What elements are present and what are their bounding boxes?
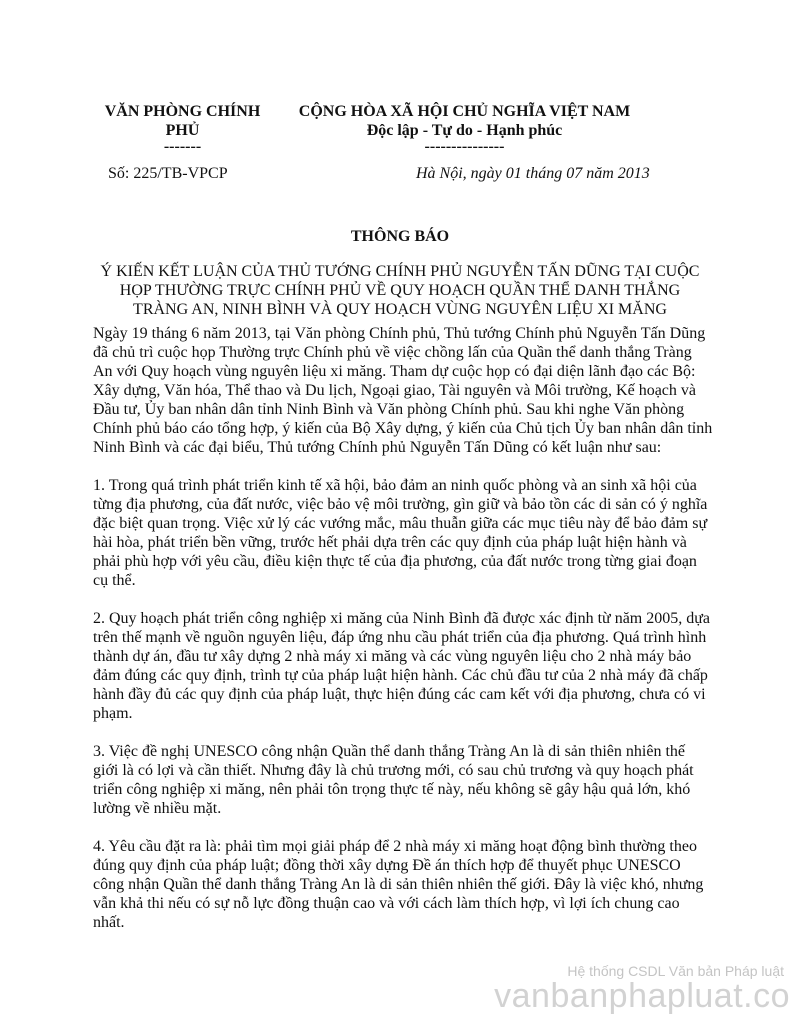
agency-name-line1: VĂN PHÒNG CHÍNH: [104, 103, 261, 120]
nation-separator: ---------------: [424, 138, 505, 155]
paragraph-4: 4. Yêu cầu đặt ra là: phải tìm mọi giải pháp để 2 nhà máy xi măng hoạt động bình thường theo đúng quy định của pháp luật; đồng thời xây dựng Đề án thích hợp để thuyết phục UNESCO công nhận Quần thể danh thắng Tràng An là di sản thiên nhiên thế giới. Đây là việc khó, nhưng vẫn khả thi nếu có sự nỗ lực đồng thuận cao và với cách làm thích hợp, vì lợi ích chung cao nhất.: [93, 838, 704, 931]
document-body: [93, 324, 713, 951]
agency-name-line2: PHỦ: [165, 122, 200, 139]
nation-name: CỘNG HÒA XÃ HỘI CHỦ NGHĨA VIỆT NAM: [298, 103, 631, 120]
place-date: Hà Nội, ngày 01 tháng 07 năm 2013: [416, 165, 650, 182]
document-title: THÔNG BÁO: [350, 228, 450, 245]
national-motto: [292, 102, 637, 153]
watermark-site: vanbanphapluat.co: [494, 977, 790, 1015]
document-number: Số: 225/TB-VPCP: [108, 165, 228, 182]
paragraph-intro: Ngày 19 tháng 6 năm 2013, tại Văn phòng Chính phủ, Thủ tướng Chính phủ Nguyễn Tấn Dũng đã chủ trì cuộc họp Thường trực Chính phủ về việc chồng lấn của Quần thể danh thắng Tràng An với Quy hoạch vùng nguyên liệu xi măng. Tham dự cuộc họp có đại diện lãnh đạo các Bộ: Xây dựng, Văn hóa, Thể thao và Du lịch, Ngoại giao, Tài nguyên và Môi trường, Kế hoạch và Đầu tư, Ủy ban nhân dân tỉnh Ninh Bình và Văn phòng Chính phủ. Sau khi nghe Văn phòng Chính phủ báo cáo tổng hợp, ý kiến của Bộ Xây dựng, ý kiến của Chủ tịch Ủy ban nhân dân tỉnh Ninh Bình và các đại biểu, Thủ tướng Chính phủ Nguyễn Tấn Dũng có kết luận như sau:: [93, 325, 713, 456]
watermark-caption: Hệ thống CSDL Văn bản Pháp luật: [567, 963, 784, 979]
nation-motto: Độc lập - Tự do - Hạnh phúc: [366, 122, 563, 139]
paragraph-1: 1. Trong quá trình phát triển kinh tế xã hội, bảo đảm an ninh quốc phòng và an sinh xã hội của từng địa phương, của đất nước, việc bảo vệ môi trường, gìn giữ và bảo tồn các di sản có ý nghĩa đặc biệt quan trọng. Việc xử lý các vướng mắc, mâu thuẫn giữa các mục tiêu này để bảo đảm sự hài hòa, phát triển bền vững, trước hết phải dựa trên các quy định của pháp luật hiện hành và phải phù hợp với yêu cầu, điều kiện thực tế của địa phương, của đất nước trong từng giai đoạn cụ thể.: [93, 477, 708, 589]
issuing-agency: [90, 102, 275, 153]
paragraph-3: 3. Việc đề nghị UNESCO công nhận Quần thể danh thắng Tràng An là di sản thiên nhiên thế giới là có lợi và cần thiết. Nhưng đây là chủ trương mới, có sau chủ trương và quy hoạch phát triển công nghiệp xi măng, nên phải tôn trọng thực tế này, nếu không sẽ gây hậu quả lớn, khó lường về nhiều mặt.: [93, 743, 694, 817]
paragraph-2: 2. Quy hoạch phát triển công nghiệp xi măng của Ninh Bình đã được xác định từ năm 2005, dựa trên thế mạnh về nguồn nguyên liệu, đáp ứng nhu cầu phát triển của địa phương. Quá trình hình thành dự án, đầu tư xây dựng 2 nhà máy xi măng và các vùng nguyên liệu cho 2 nhà máy bảo đảm đúng các quy định, trình tự của pháp luật hiện hành. Các chủ đầu tư của 2 nhà máy đã chấp hành đầy đủ các quy định của pháp luật, thực hiện đúng các cam kết với địa phương, chưa có vi phạm.: [93, 610, 711, 722]
document-subject: Ý KIẾN KẾT LUẬN CỦA THỦ TƯỚNG CHÍNH PHỦ NGUYỄN TẤN DŨNG TẠI CUỘC HỌP THƯỜNG TRỰC CHÍNH PHỦ VỀ QUY HOẠCH QUẦN THỂ DANH THẮNG TRÀNG AN, NINH BÌNH VÀ QUY HOẠCH VÙNG NGUYÊN LIỆU XI MĂNG: [100, 263, 700, 318]
agency-separator: -------: [163, 138, 202, 155]
